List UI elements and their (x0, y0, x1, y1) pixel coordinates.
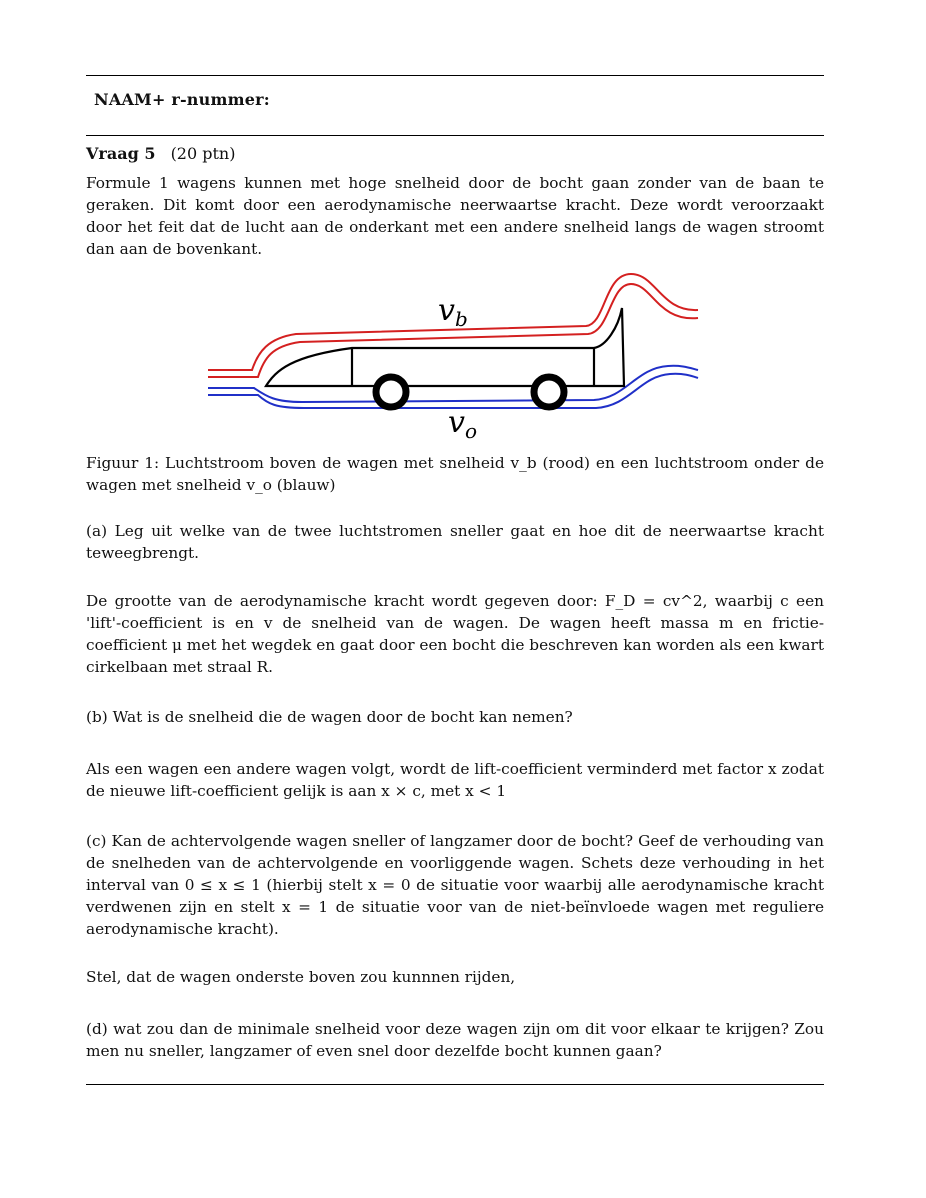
part-a: (a) Leg uit welke van de twee luchtstromen sneller gaat en hoe dit de neerwaartse kracht teweegbrengt. (86, 522, 824, 562)
bottom-rule (86, 1084, 824, 1085)
force-description: De grootte van de aerodynamische kracht wordt gegeven door: F_D = cv^2, waarbij c een 'lift'-coefficient is en v de snelheid van de wagen. De wagen heeft massa m en frictie-coefficient μ met het wegdek en gaat door een bocht die beschreven kan worden als een kwart cirkelbaan met straal R. (86, 592, 824, 676)
airflow-figure (206, 262, 706, 442)
upside-down-text: Stel, dat de wagen onderste boven zou kunnnen rijden, (86, 968, 516, 986)
question-intro: Formule 1 wagens kunnen met hoge snelheid door de bocht gaan zonder van de baan te geraken. Dit komt door een aerodynamische neerwaartse kracht. Deze wordt veroorzaakt door het feit dat de lucht aan de onderkant met een andere snelheid langs de wagen stroomt dan aan de bovenkant. (86, 174, 824, 258)
header-rule (86, 135, 824, 136)
part-c: (c) Kan de achtervolgende wagen sneller of langzamer door de bocht? Geef de verhouding van de snelheden van de achtervolgende en voorliggende wagen. Schets deze verhouding in het interval van 0 ≤ x ≤ 1 (hierbij stelt x = 0 de situatie voor waarbij alle aerodynamische kracht verdwenen zijn en stelt x = 1 de situatie voor van de niet-beïnvloede wagen met reguliere aerodynamische kracht). (86, 832, 824, 938)
name-label: NAAM+ r-nummer: (94, 90, 270, 109)
part-d: (d) wat zou dan de minimale snelheid voor deze wagen zijn om dit voor elkaar te krijgen? Zou men nu sneller, langzamer of even snel door dezelfde bocht kunnen gaan? (86, 1020, 824, 1060)
front-wheel (376, 377, 406, 407)
figure-caption: Figuur 1: Luchtstroom boven de wagen met snelheid v_b (rood) en een luchtstroom onder de wagen met snelheid v_o (blauw) (86, 454, 824, 494)
rear-wheel (534, 377, 564, 407)
follow-description: Als een wagen een andere wagen volgt, wordt de lift-coefficient verminderd met factor x zodat de nieuwe lift-coefficient gelijk is aan x × c, met x < 1 (86, 760, 824, 800)
top-velocity-label: $v_b$ (438, 293, 468, 331)
question-points: (20 ptn) (170, 144, 236, 163)
bottom-velocity-label: $v_o$ (448, 405, 477, 442)
question-title-line (86, 144, 235, 163)
question-title: Vraag 5 (86, 144, 156, 163)
top-rule (86, 75, 824, 76)
part-b: (b) Wat is de snelheid die de wagen door de bocht kan nemen? (86, 708, 573, 726)
